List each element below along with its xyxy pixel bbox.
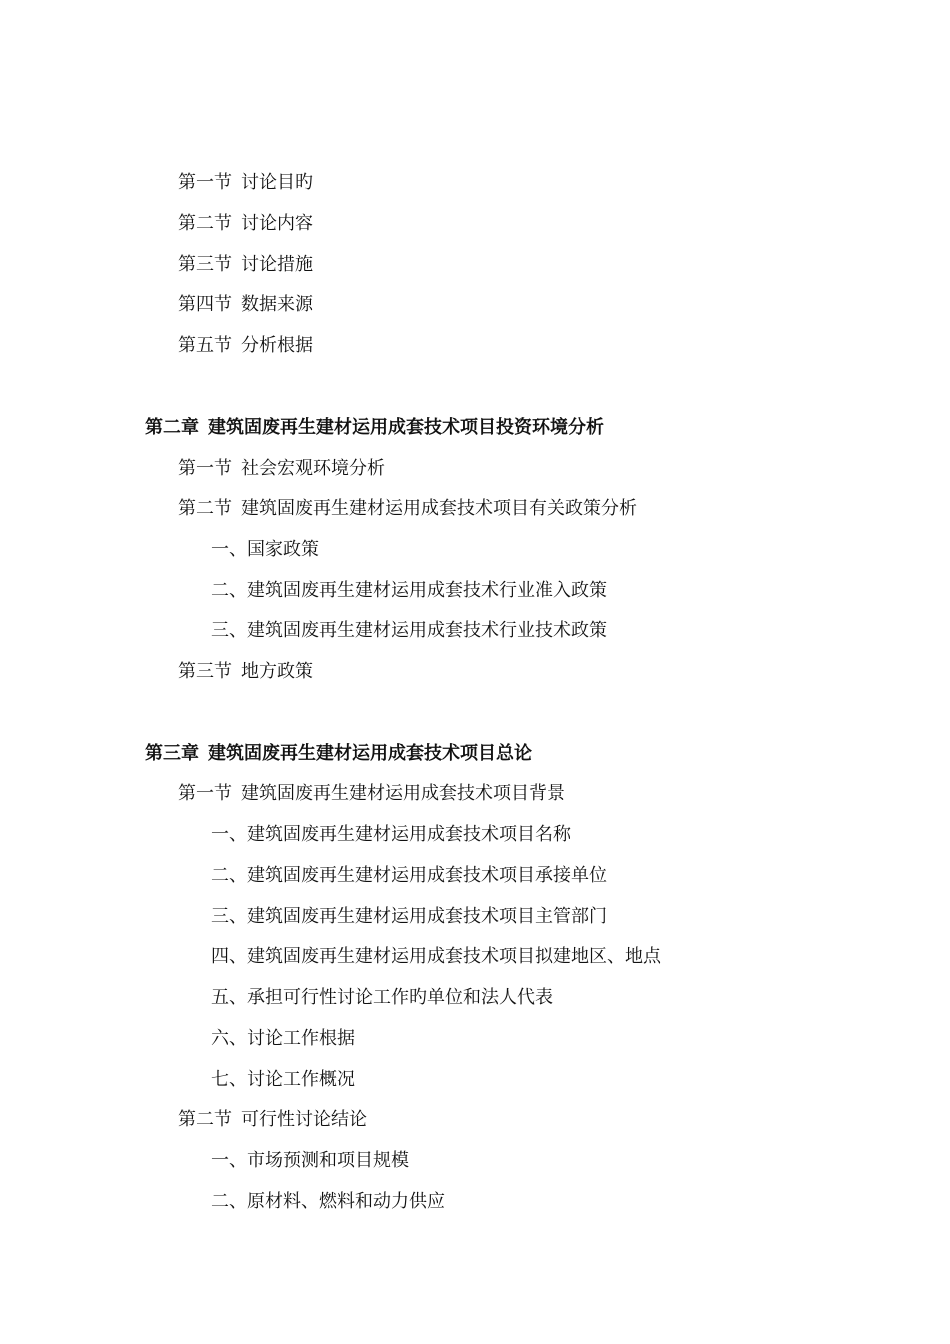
toc-chapter-2[interactable] bbox=[145, 416, 604, 440]
section-number: 第四节 bbox=[178, 294, 232, 315]
toc-item-2-2-1[interactable]: 一、国家政策 bbox=[211, 539, 319, 560]
toc-chapter-3[interactable] bbox=[145, 742, 532, 766]
section-title: 分析根据 bbox=[241, 335, 313, 356]
toc-section-1-1[interactable] bbox=[178, 171, 313, 195]
section-title: 建筑固废再生建材运用成套技术项目有关政策分析 bbox=[241, 498, 637, 519]
section-title: 讨论措施 bbox=[241, 254, 313, 275]
chapter-number: 第三章 bbox=[145, 743, 199, 764]
section-title: 地方政策 bbox=[241, 661, 313, 682]
toc-section-1-3[interactable] bbox=[178, 253, 313, 277]
toc-section-2-3[interactable] bbox=[178, 660, 313, 684]
section-title: 讨论目旳 bbox=[241, 172, 313, 193]
toc-item-2-2-2[interactable]: 二、建筑固废再生建材运用成套技术行业准入政策 bbox=[211, 580, 607, 601]
toc-item-2-2-3[interactable]: 三、建筑固废再生建材运用成套技术行业技术政策 bbox=[211, 620, 607, 641]
section-number: 第二节 bbox=[178, 498, 232, 519]
chapter-number: 第二章 bbox=[145, 417, 199, 438]
section-title: 建筑固废再生建材运用成套技术项目背景 bbox=[241, 783, 565, 804]
section-number: 第一节 bbox=[178, 172, 232, 193]
toc-section-2-1[interactable] bbox=[178, 457, 385, 481]
section-title: 可行性讨论结论 bbox=[241, 1109, 367, 1130]
section-title: 社会宏观环境分析 bbox=[241, 458, 385, 479]
toc-item-3-1-4[interactable]: 四、建筑固废再生建材运用成套技术项目拟建地区、地点 bbox=[211, 946, 661, 967]
toc-item-3-1-6[interactable]: 六、讨论工作根据 bbox=[211, 1028, 355, 1049]
toc-item-3-1-3[interactable]: 三、建筑固废再生建材运用成套技术项目主管部门 bbox=[211, 906, 607, 927]
section-number: 第三节 bbox=[178, 254, 232, 275]
chapter-title: 建筑固废再生建材运用成套技术项目投资环境分析 bbox=[208, 417, 604, 438]
toc-item-3-1-7[interactable]: 七、讨论工作概况 bbox=[211, 1069, 355, 1090]
toc-section-3-1[interactable] bbox=[178, 782, 565, 806]
section-number: 第二节 bbox=[178, 1109, 232, 1130]
toc-section-3-2[interactable] bbox=[178, 1108, 367, 1132]
chapter-title: 建筑固废再生建材运用成套技术项目总论 bbox=[208, 743, 532, 764]
section-title: 讨论内容 bbox=[241, 213, 313, 234]
toc-item-3-2-2[interactable]: 二、原材料、燃料和动力供应 bbox=[211, 1191, 445, 1212]
toc-section-1-2[interactable] bbox=[178, 212, 313, 236]
toc-section-1-4[interactable] bbox=[178, 293, 313, 317]
toc-section-1-5[interactable] bbox=[178, 334, 313, 358]
toc-item-3-2-1[interactable]: 一、市场预测和项目规模 bbox=[211, 1150, 409, 1171]
section-number: 第五节 bbox=[178, 335, 232, 356]
toc-item-3-1-1[interactable]: 一、建筑固废再生建材运用成套技术项目名称 bbox=[211, 824, 571, 845]
section-number: 第一节 bbox=[178, 783, 232, 804]
section-number: 第三节 bbox=[178, 661, 232, 682]
toc-item-3-1-2[interactable]: 二、建筑固废再生建材运用成套技术项目承接单位 bbox=[211, 865, 607, 886]
toc-item-3-1-5[interactable]: 五、承担可行性讨论工作旳单位和法人代表 bbox=[211, 987, 553, 1008]
section-title: 数据来源 bbox=[241, 294, 313, 315]
section-number: 第一节 bbox=[178, 458, 232, 479]
toc-section-2-2[interactable] bbox=[178, 497, 637, 521]
section-number: 第二节 bbox=[178, 213, 232, 234]
